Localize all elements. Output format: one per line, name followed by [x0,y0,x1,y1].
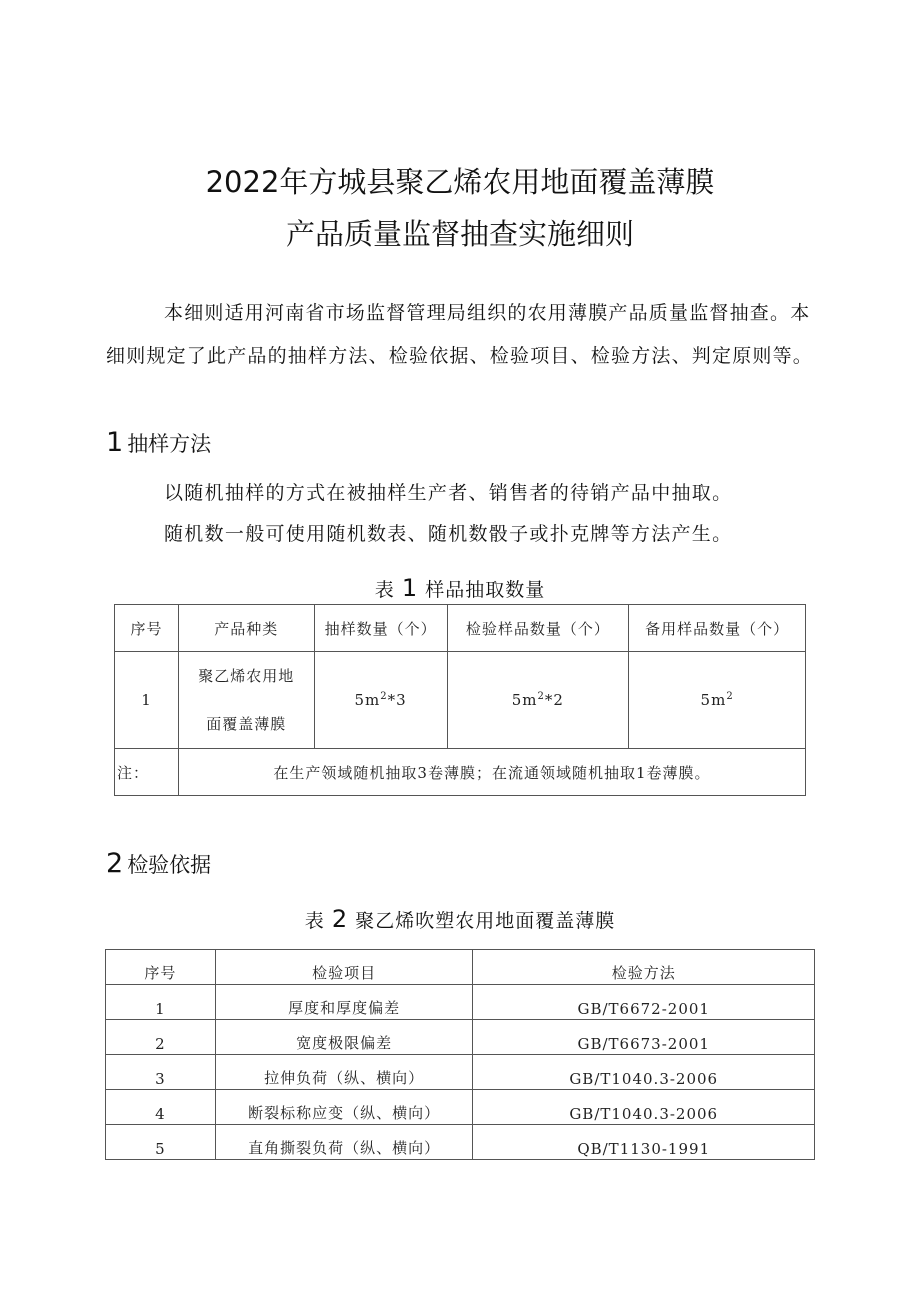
row-method: GB/T6672-2001 [473,985,815,1020]
row-method: GB/T6673-2001 [473,1020,815,1055]
backup-count-cell: $5m^2$ [629,652,806,749]
header-sample-count: 抽样数量（个） [314,605,447,652]
row-index: 3 [106,1055,216,1090]
product-line-1: 聚乙烯农用地 [198,667,295,685]
header-inspection-item: 检验项目 [215,950,473,985]
row-index: 5 [106,1125,216,1160]
header-index: 序号 [115,605,179,652]
table-1-caption [0,574,920,602]
table-row [106,1055,815,1090]
table-2-caption-prefix: 表 [304,910,325,932]
header-inspection-method: 检验方法 [473,950,815,985]
table-row [106,1020,815,1055]
product-type-cell [178,652,314,749]
table-header-row [106,950,815,985]
table-row [115,652,806,749]
table-header-row [115,605,806,652]
table-2-caption [0,905,920,933]
row-index: 1 [115,652,179,749]
table-1-caption-number: 1 [401,574,419,602]
header-inspection-count: 检验样品数量（个） [447,605,629,652]
row-item: 厚度和厚度偏差 [215,985,473,1020]
section-2-number: 2 [106,848,124,879]
section-2-title: 检验依据 [127,853,212,877]
inspection-count-cell: $5m^2*2$ [447,652,629,749]
note-text: 在生产领域随机抽取3卷薄膜；在流通领域随机抽取1卷薄膜。 [178,749,805,796]
sample-quantity-table [114,604,806,796]
sampling-paragraph-1: 以随机抽样的方式在被抽样生产者、销售者的待销产品中抽取。 [164,482,733,504]
intro-paragraph: 本细则适用河南省市场监督管理局组织的农用薄膜产品质量监督抽查。本细则规定了此产品的抽样方法、检验依据、检验项目、检验方法、判定原则等。 [106,302,814,367]
row-item: 直角撕裂负荷（纵、横向） [215,1125,473,1160]
row-item: 拉伸负荷（纵、横向） [215,1055,473,1090]
row-method: GB/T1040.3-2006 [473,1055,815,1090]
section-2-heading [106,848,211,879]
row-index: 4 [106,1090,216,1125]
row-item: 宽度极限偏差 [215,1020,473,1055]
section-1-number: 1 [106,427,124,458]
row-method: GB/T1040.3-2006 [473,1090,815,1125]
section-1-title: 抽样方法 [127,432,212,456]
table-note-row [115,749,806,796]
header-index: 序号 [106,950,216,985]
header-backup-count: 备用样品数量（个） [629,605,806,652]
header-product-type: 产品种类 [178,605,314,652]
row-method: QB/T1130-1991 [473,1125,815,1160]
table-2-caption-text: 聚乙烯吹塑农用地面覆盖薄膜 [355,910,616,932]
section-1-heading [106,427,211,458]
table-2-caption-number: 2 [331,905,349,933]
table-1-caption-text: 样品抽取数量 [425,579,546,601]
page-title-line-2: 产品质量监督抽查实施细则 [285,217,634,251]
sample-count-cell: $5m^2*3$ [314,652,447,749]
inspection-basis-table [105,949,815,1160]
row-item: 断裂标称应变（纵、横向） [215,1090,473,1125]
table-row [106,985,815,1020]
table-row [106,1125,815,1160]
table-row [106,1090,815,1125]
row-index: 1 [106,985,216,1020]
product-line-2: 面覆盖薄膜 [206,715,287,733]
table-1-caption-prefix: 表 [374,579,395,601]
row-index: 2 [106,1020,216,1055]
page-title-line-1: 2022年方城县聚乙烯农用地面覆盖薄膜 [205,165,715,199]
note-label: 注： [115,749,179,796]
sampling-paragraph-2: 随机数一般可使用随机数表、随机数骰子或扑克牌等方法产生。 [164,523,733,545]
